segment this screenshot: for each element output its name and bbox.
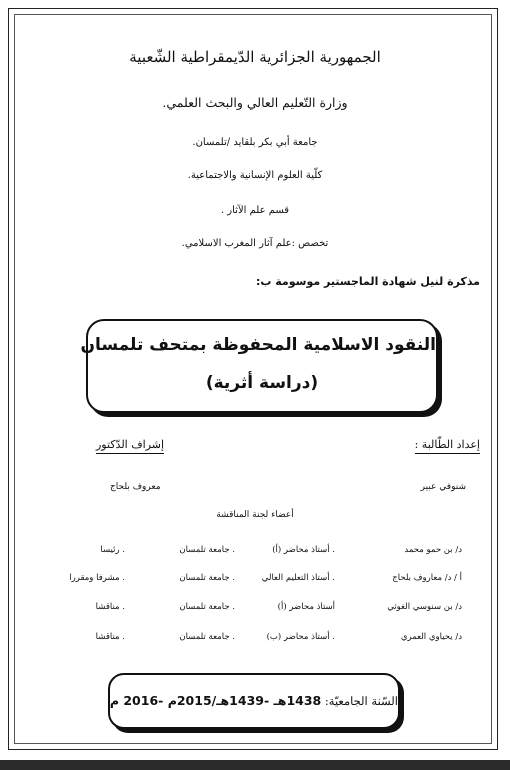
university-name: جامعة أبي بكر بلقايد /تلمسان. [192,137,318,148]
committee-row [0,573,510,587]
member-role: . مشرفا ومقررا [69,573,125,583]
republic-title: الجمهورية الجزائرية الدّيمقراطية الشّعبية [129,48,381,66]
thesis-subtitle: (دراسة أثرية) [205,373,319,393]
member-name: د/ بن حمو محمد [404,545,462,555]
academic-year-value: 1438هـ -1439هـ/2015م -2016 م [109,693,322,708]
member-university: . جامعة تلمسان [179,602,235,612]
member-rank: . أستاذ محاضر (أ) [272,545,335,555]
academic-year-label: السّنة الجامعيّة: [324,694,398,708]
student-name: شنوفي عبير [420,482,466,492]
academic-year-box [108,673,400,729]
member-rank: أستاذ محاضر (أ) [277,602,335,612]
member-name: د/ يحياوي العمري [400,632,462,642]
supervision-label: إشراف الدّكتور [96,438,164,454]
thesis-title-box [80,319,438,413]
member-name: د/ بن سنوسي الغوثي [387,602,462,612]
department-name: قسم علم الآثار . [220,205,290,216]
member-university: . جامعة تلمسان [179,573,235,583]
thesis-title: النقود الاسلامية المحفوظة بمتحف تلمسان [80,335,436,355]
member-name: أ / د/ معاروف بلحاج [392,573,462,583]
member-role: . مناقشا [95,602,125,612]
supervisor-name: معروف بلحاج [110,482,161,492]
committee-row [0,545,510,559]
prepared-by-label: إعداد الطّالبة : [415,438,480,454]
member-rank: . أستاذ التعليم العالي [261,573,335,583]
bottom-bar [0,760,510,770]
academic-year [110,693,398,708]
thesis-label: مذكرة لنيل شهادة الماجستير موسومة ب: [255,275,480,288]
specialty-name: تخصص :علم آثار المغرب الاسلامي. [181,238,329,249]
ministry-name: وزارة التّعليم العالي والبحث العلمي. [162,95,348,110]
member-university: . جامعة تلمسان [179,632,235,642]
member-role: . مناقشا [95,632,125,642]
faculty-name: كلّية العلوم الإنسانية والاجتماعية. [187,170,323,181]
member-role: . رئيسا [100,545,125,555]
member-rank: . أستاذ محاضر (ب) [266,632,335,642]
committee-title: أعضاء لجنة المناقشة [216,510,294,520]
member-university: . جامعة تلمسان [179,545,235,555]
committee-row [0,632,510,646]
committee-row [0,602,510,616]
